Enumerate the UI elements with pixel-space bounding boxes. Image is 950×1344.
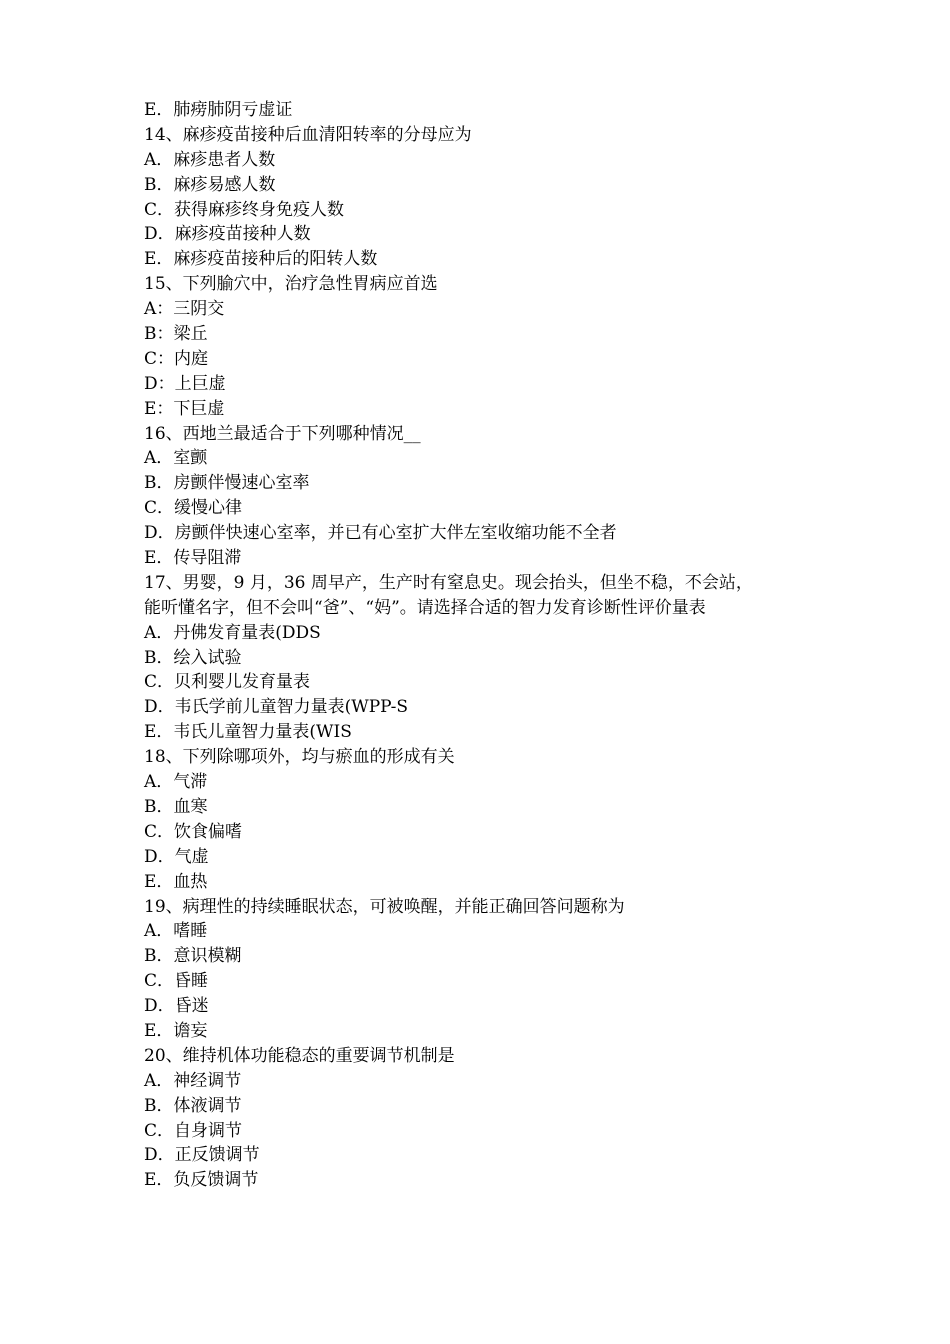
option-line: C．缓慢心律 xyxy=(144,498,243,519)
option-line: A：三阴交 xyxy=(144,299,225,320)
option-line: A．丹佛发育量表(DDS xyxy=(144,622,321,643)
option-line: B．绘入试验 xyxy=(144,647,242,668)
option-line: A．嗜睡 xyxy=(144,921,208,942)
question-line: 14、麻疹疫苗接种后血清阳转率的分母应为 xyxy=(144,124,472,145)
option-line: A．神经调节 xyxy=(144,1070,242,1091)
option-line: A．室颤 xyxy=(144,448,208,469)
option-line: B．麻疹易感人数 xyxy=(144,174,276,195)
document-body xyxy=(144,98,824,1193)
question-line: 15、下列腧穴中，治疗急性胃病应首选 xyxy=(144,274,438,295)
option-line: A．麻疹患者人数 xyxy=(144,149,276,170)
option-line: A．气滞 xyxy=(144,772,208,793)
question-line: 18、下列除哪项外，均与瘀血的形成有关 xyxy=(144,747,455,768)
option-line: E．传导阻滞 xyxy=(144,548,242,569)
option-line: B．意识模糊 xyxy=(144,946,242,967)
option-line: D．韦氏学前儿童智力量表(WPP-S xyxy=(144,697,409,718)
option-line: E．麻疹疫苗接种后的阳转人数 xyxy=(144,249,378,270)
option-line: C．自身调节 xyxy=(144,1120,243,1141)
question-line: 20、维持机体功能稳态的重要调节机制是 xyxy=(144,1045,455,1066)
question-line: 16、西地兰最适合于下列哪种情况__ xyxy=(144,423,421,444)
option-line: B：梁丘 xyxy=(144,324,208,345)
option-line: C．贝利婴儿发育量表 xyxy=(144,672,311,693)
option-line: D．房颤伴快速心室率，并已有心室扩大伴左室收缩功能不全者 xyxy=(144,523,617,544)
option-line: E：下巨虚 xyxy=(144,398,225,419)
option-line: D．正反馈调节 xyxy=(144,1145,260,1166)
question-line: 19、病理性的持续睡眠状态，可被唤醒，并能正确回答问题称为 xyxy=(144,896,625,917)
option-line: C：内庭 xyxy=(144,348,209,369)
option-line: E．负反馈调节 xyxy=(144,1170,259,1191)
question-line: 17、男婴，9 月，36 周早产，生产时有窒息史。现会抬头，但坐不稳，不会站， xyxy=(144,572,753,593)
option-line: B．血寒 xyxy=(144,796,208,817)
option-line: E．血热 xyxy=(144,871,208,892)
option-line: C．昏睡 xyxy=(144,971,209,992)
option-line: E．肺痨肺阴亏虚证 xyxy=(144,100,293,120)
option-line: E．韦氏儿童智力量表(WIS xyxy=(144,722,352,743)
option-line: B．房颤伴慢速心室率 xyxy=(144,473,310,494)
option-line: D．麻疹疫苗接种人数 xyxy=(144,224,311,245)
option-line: C．饮食偏嗜 xyxy=(144,821,243,842)
option-line: C．获得麻疹终身免疫人数 xyxy=(144,199,345,220)
option-line: D．气虚 xyxy=(144,846,209,867)
option-line: D：上巨虚 xyxy=(144,373,226,394)
option-line: B．体液调节 xyxy=(144,1095,242,1116)
option-line: E．谵妄 xyxy=(144,1020,208,1041)
option-line: D．昏迷 xyxy=(144,996,209,1017)
question-line-continued: 能听懂名字，但不会叫“爸”、“妈”。请选择合适的智力发育诊断性评价量表 xyxy=(144,597,706,618)
